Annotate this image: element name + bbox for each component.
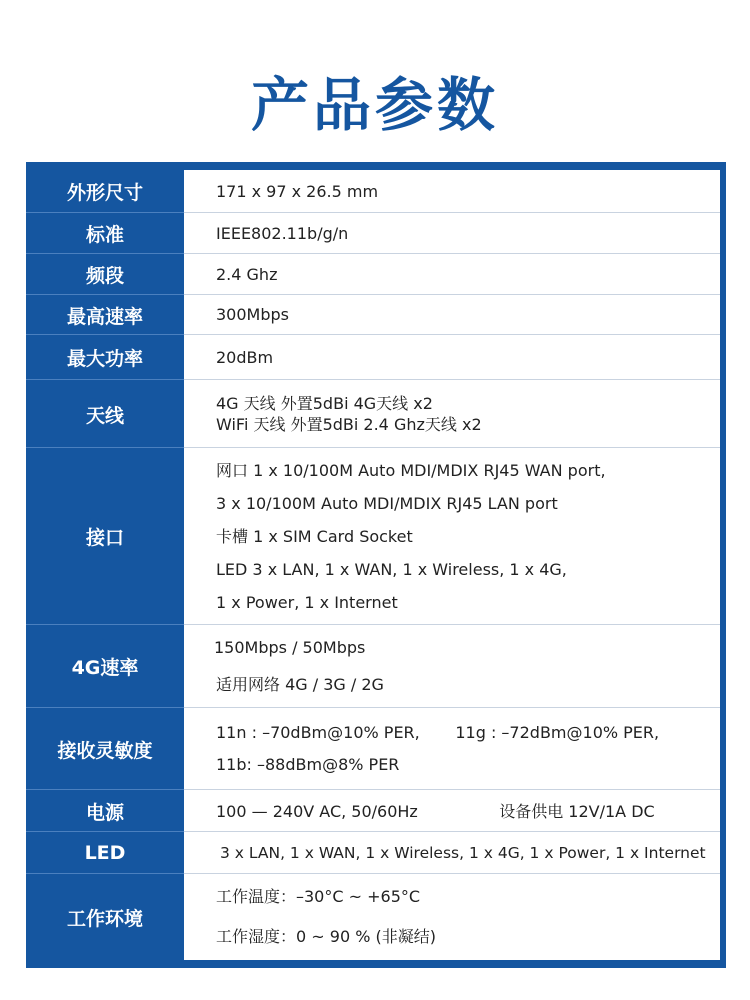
spec-label: LED: [26, 831, 184, 874]
spec-label: 4G速率: [26, 624, 184, 708]
page-title: 产品参数: [250, 71, 499, 139]
spec-label: 电源: [26, 789, 184, 832]
spec-value-line: 工作温度：–30°C ~ +65°C: [216, 887, 421, 906]
spec-value: [184, 253, 720, 294]
spec-value: [184, 379, 720, 447]
spec-value-line: IEEE802.11b/g/n: [216, 223, 349, 243]
spec-value-line: WiFi 天线 外置5dBi 2.4 Ghz天线 x2: [216, 414, 482, 434]
spec-value-line: 4G 天线 外置5dBi 4G天线 x2: [216, 393, 433, 413]
spec-value: [184, 294, 720, 334]
spec-label: 天线: [26, 379, 184, 448]
spec-value: [184, 707, 720, 789]
spec-value-line: 20dBm: [216, 347, 274, 367]
spec-row-antenna: [26, 379, 726, 447]
spec-value-line: 2.4 Ghz: [216, 264, 278, 284]
spec-row-max-power: [26, 334, 726, 379]
spec-value-line: 100 — 240V AC, 50/60Hz 设备供电 12V/1A DC: [216, 802, 655, 821]
spec-label: 最高速率: [26, 294, 184, 335]
spec-value-line: 150Mbps / 50Mbps: [214, 638, 366, 657]
spec-value: [184, 624, 720, 707]
spec-value-line: 3 x 10/100M Auto MDI/MDIX RJ45 LAN port: [216, 493, 558, 513]
spec-value-line: 11n : –70dBm@10% PER, 11g : –72dBm@10% PER,: [216, 722, 660, 742]
spec-label: 工作环境: [26, 873, 184, 961]
spec-value: [184, 873, 720, 960]
spec-value-line: 1 x Power, 1 x Internet: [216, 592, 398, 612]
spec-label: 频段: [26, 253, 184, 295]
spec-row-interface: [26, 447, 726, 624]
spec-value: [184, 447, 720, 624]
spec-row-dimensions: [26, 170, 726, 212]
spec-row-max-rate: [26, 294, 726, 334]
spec-value-line: 卡槽 1 x SIM Card Socket: [216, 526, 413, 546]
spec-value: [184, 334, 720, 379]
spec-value: [184, 170, 720, 212]
spec-value: [184, 212, 720, 253]
spec-label: 最大功率: [26, 334, 184, 380]
spec-row-frequency: [26, 253, 726, 294]
spec-value-line: 3 x LAN, 1 x WAN, 1 x Wireless, 1 x 4G, 1 x Power, 1 x Internet: [220, 843, 706, 862]
spec-label: 外形尺寸: [66, 181, 143, 204]
spec-value-line: 网口 1 x 10/100M Auto MDI/MDIX RJ45 WAN port,: [216, 460, 606, 480]
spec-row-sensitivity: [26, 707, 726, 789]
spec-value-line: 适用网络 4G / 3G / 2G: [216, 675, 384, 694]
spec-row-standard: [26, 212, 726, 253]
spec-row-power-supply: [26, 789, 726, 831]
spec-row-led: [26, 831, 726, 873]
spec-label: 标准: [26, 212, 184, 254]
spec-value: [184, 789, 720, 831]
spec-value-line: 工作湿度：0 ~ 90 % (非凝结): [216, 927, 436, 946]
spec-label: 接口: [26, 447, 184, 625]
spec-value-line: 11b: –88dBm@8% PER: [216, 754, 400, 774]
spec-table: [26, 162, 726, 968]
spec-label: 接收灵敏度: [26, 707, 184, 790]
spec-row-4g-rate: [26, 624, 726, 707]
spec-row-environment: [26, 873, 726, 960]
spec-value-line: 171 x 97 x 26.5 mm: [216, 181, 379, 201]
spec-value-line: LED 3 x LAN, 1 x WAN, 1 x Wireless, 1 x 4G,: [216, 559, 567, 579]
spec-value-line: 300Mbps: [216, 305, 289, 324]
spec-value: [184, 831, 720, 873]
